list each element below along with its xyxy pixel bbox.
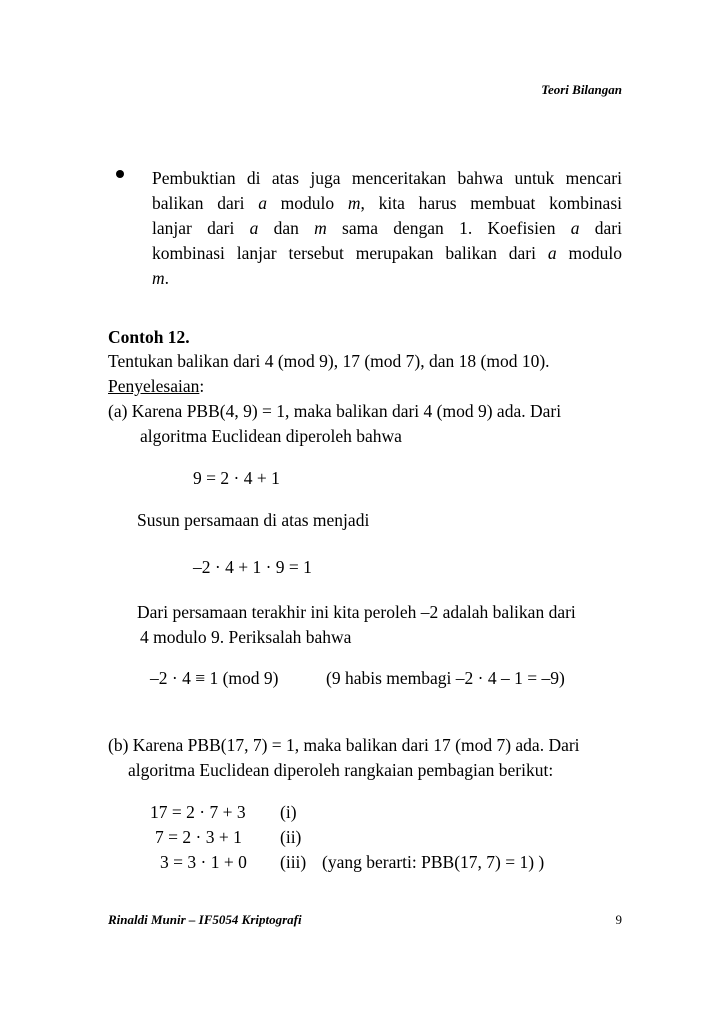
part-a-check-equation: –2 · 4 ≡ 1 (mod 9) [150,668,279,688]
part-a-line3: Susun persamaan di atas menjadi [137,510,370,530]
part-a-check-note: (9 habis membagi –2 · 4 – 1 = –9) [326,668,565,688]
solution-colon: : [199,376,205,396]
part-a-equation-2: –2 · 4 + 1 · 9 = 1 [193,557,312,577]
footer-author: Rinaldi Munir – IF5054 Kriptografi [108,912,302,927]
bullet-paragraph [152,166,622,291]
part-b-line1: (b) Karena PBB(17, 7) = 1, maka balikan dari 17 (mod 7) ada. Dari [108,735,580,755]
part-b-step-equation: 7 = 2 · 3 + 1 [155,827,242,847]
page-number: 9 [615,912,622,927]
part-b-step-note: (yang berarti: PBB(17, 7) = 1) ) [322,852,545,872]
solution-label-row [108,374,204,399]
running-header: Teori Bilangan [541,82,622,97]
bullet-line: kombinasi lanjar tersebut merupakan balikan dari a modulo [152,243,622,263]
part-b-step-tag: (iii) [280,852,307,872]
part-b-step-equation: 17 = 2 · 7 + 3 [150,802,246,822]
part-b-step-equation: 3 = 3 · 1 + 0 [160,852,247,872]
part-a-equation-1: 9 = 2 · 4 + 1 [193,468,280,488]
solution-label: Penyelesaian [108,376,200,396]
bullet-icon [116,170,124,178]
part-a-line1: (a) Karena PBB(4, 9) = 1, maka balikan dari 4 (mod 9) ada. Dari [108,401,562,421]
part-b-step-tag: (i) [280,802,297,822]
bullet-line: Pembuktian di atas juga menceritakan bahwa untuk mencari [152,168,622,188]
part-b-step-tag: (ii) [280,827,302,847]
part-a-line5: 4 modulo 9. Periksalah bahwa [140,627,352,647]
bullet-line: balikan dari a modulo m, kita harus membuat kombinasi [152,193,622,213]
example-question: Tentukan balikan dari 4 (mod 9), 17 (mod 7), dan 18 (mod 10). [108,351,550,371]
part-b-line2: algoritma Euclidean diperoleh rangkaian pembagian berikut: [128,760,554,780]
part-a-line4: Dari persamaan terakhir ini kita peroleh –2 adalah balikan dari [137,602,576,622]
bullet-line: m. [152,268,170,288]
example-title: Contoh 12. [108,327,190,347]
bullet-line: lanjar dari a dan m sama dengan 1. Koefisien a dari [152,218,622,238]
part-a-line2: algoritma Euclidean diperoleh bahwa [140,426,402,446]
